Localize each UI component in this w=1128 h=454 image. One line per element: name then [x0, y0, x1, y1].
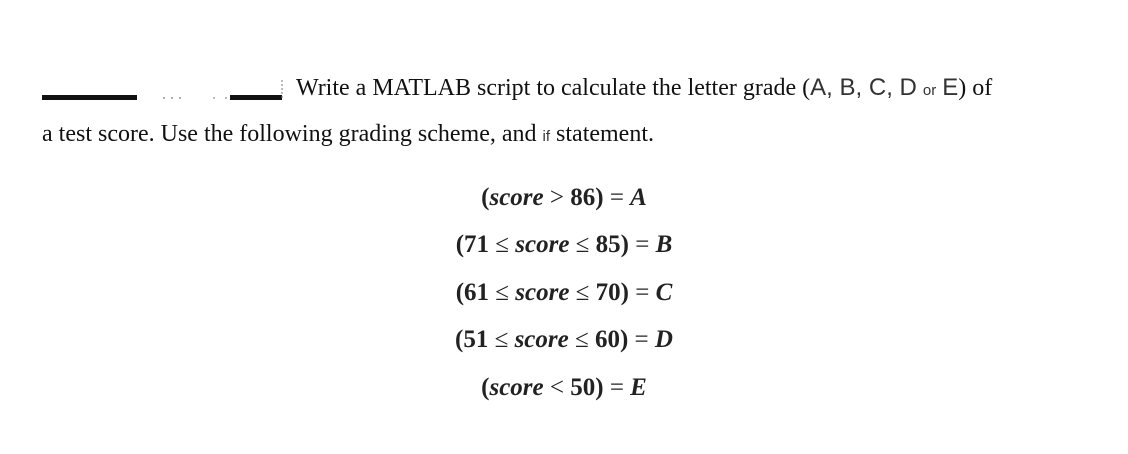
line2-start: a test score. Use the following grading scheme, and: [42, 121, 537, 147]
equation-grade-d: (51 ≤ score ≤ 60) = D: [455, 326, 673, 353]
paragraph-line-1: [296, 74, 992, 102]
equation-grade-b: (71 ≤ score ≤ 85) = B: [455, 231, 673, 258]
redacted-heading-marks: [0, 0, 290, 110]
paragraph-line-2: [42, 121, 654, 148]
equation-grade-c: (61 ≤ score ≤ 70) = C: [455, 279, 673, 306]
grade-letter-last: E: [942, 74, 959, 101]
line1-text: Write a MATLAB script to calculate the letter grade (: [296, 75, 811, 101]
or-word: or: [922, 82, 937, 99]
grade-letters: A, B, C, D: [810, 74, 917, 101]
equation-grade-a: (score > 86) = A: [481, 184, 647, 211]
equation-grade-e: (score < 50) = E: [481, 374, 647, 401]
line1-end: ) of: [958, 75, 993, 101]
if-keyword: if: [542, 128, 551, 145]
line2-end: statement.: [556, 121, 654, 147]
